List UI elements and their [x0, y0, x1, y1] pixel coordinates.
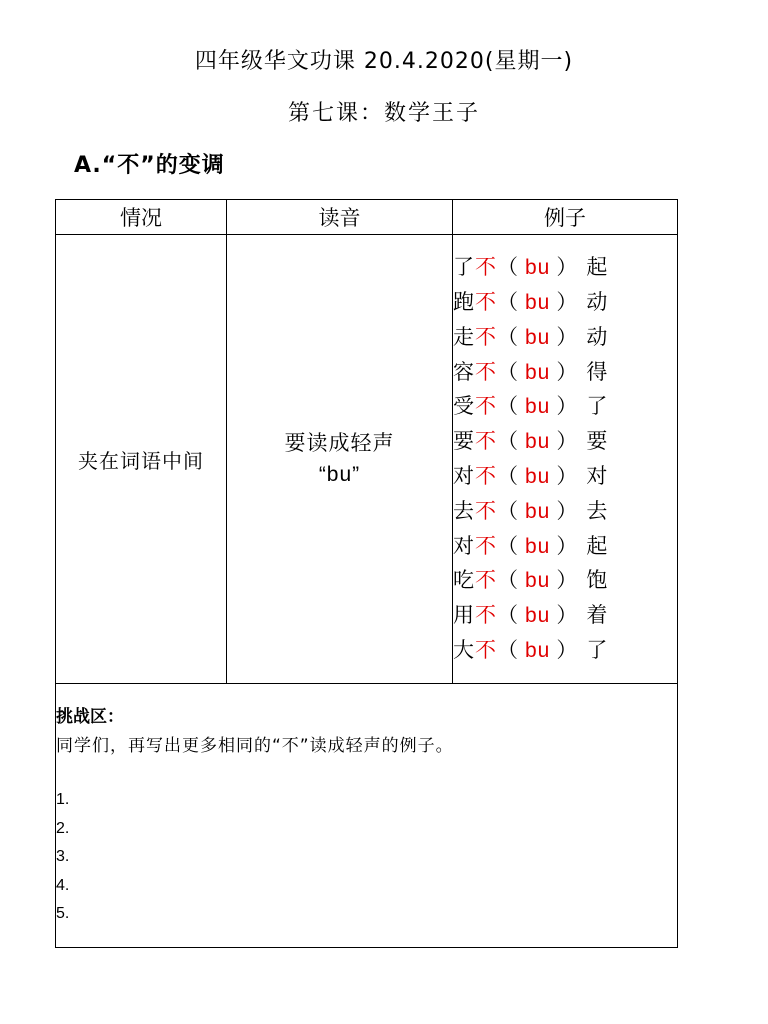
example-last-char: 动: [586, 324, 609, 349]
example-last-char: 了: [586, 394, 609, 419]
example-close-paren: ）: [556, 637, 579, 662]
example-open-paren: （: [497, 359, 519, 384]
examples-cell: [453, 235, 678, 684]
example-first-char: 容: [453, 359, 475, 384]
example-close-paren: ）: [556, 464, 579, 488]
answer-line[interactable]: 4.: [56, 876, 70, 894]
example-open-paren: （: [497, 429, 519, 454]
example-open-paren: （: [497, 533, 519, 558]
example-first-char: 大: [453, 637, 475, 662]
challenge-title: 挑战区：: [56, 707, 124, 728]
example-item: [453, 355, 677, 390]
challenge-row: [56, 684, 678, 948]
example-close-paren: ）: [556, 429, 579, 454]
example-bu-char: 不: [475, 533, 497, 558]
example-item: [453, 389, 677, 424]
example-item: [453, 424, 677, 459]
example-first-char: 了: [453, 255, 475, 280]
example-close-paren: ）: [556, 533, 579, 558]
example-open-paren: （: [497, 255, 519, 280]
example-bu-char: 不: [475, 464, 497, 488]
lesson-title: 第七课：数学王子: [287, 101, 480, 126]
reading-line-2: “bu”: [318, 463, 361, 486]
examples-list: [453, 250, 677, 668]
answer-line[interactable]: 1.: [56, 791, 70, 809]
example-bu-char: 不: [475, 637, 497, 662]
example-bu-char: 不: [475, 429, 497, 454]
challenge-answer-list: [56, 786, 677, 929]
example-close-paren: ）: [556, 290, 579, 315]
table-header-row: [56, 200, 678, 235]
example-item: [453, 494, 677, 529]
example-first-char: 跑: [453, 290, 475, 315]
example-item: [453, 563, 677, 598]
example-item: [453, 250, 677, 285]
tone-change-table: [55, 199, 678, 948]
example-close-paren: ）: [556, 359, 579, 384]
header-situation: 情况: [56, 200, 227, 235]
example-item: [453, 529, 677, 564]
challenge-area: [56, 684, 678, 948]
example-last-char: 得: [586, 359, 609, 384]
example-pinyin: bu: [525, 569, 551, 593]
example-last-char: 着: [586, 603, 609, 628]
example-bu-char: 不: [475, 324, 497, 349]
example-last-char: 起: [586, 255, 609, 280]
example-pinyin: bu: [525, 360, 551, 384]
answer-line[interactable]: 5.: [56, 905, 70, 923]
example-bu-char: 不: [475, 290, 497, 315]
example-bu-char: 不: [475, 498, 497, 523]
section-heading: A.“不”的变调: [74, 153, 225, 178]
example-bu-char: 不: [475, 359, 497, 384]
example-close-paren: ）: [556, 603, 579, 628]
example-close-paren: ）: [556, 394, 579, 419]
example-pinyin: bu: [525, 256, 551, 280]
example-open-paren: （: [497, 637, 519, 662]
challenge-instruction: 同学们，再写出更多相同的“不”读成轻声的例子。: [56, 736, 454, 757]
example-pinyin: bu: [525, 430, 551, 454]
example-last-char: 去: [586, 498, 609, 523]
situation-cell: 夹在词语中间: [56, 235, 227, 684]
example-last-char: 对: [586, 464, 609, 488]
answer-line[interactable]: 2.: [56, 819, 70, 837]
example-item: [453, 459, 677, 494]
table-row: [56, 235, 678, 684]
example-pinyin: bu: [525, 465, 551, 488]
example-first-char: 对: [453, 464, 475, 488]
example-close-paren: ）: [556, 568, 579, 593]
example-close-paren: ）: [556, 498, 579, 523]
example-last-char: 要: [586, 429, 609, 454]
example-bu-char: 不: [475, 568, 497, 593]
example-pinyin: bu: [525, 291, 551, 315]
example-pinyin: bu: [525, 638, 551, 662]
example-last-char: 饱: [586, 568, 609, 593]
answer-line[interactable]: 3.: [56, 848, 70, 866]
example-last-char: 动: [586, 290, 609, 315]
example-last-char: 起: [586, 533, 609, 558]
example-pinyin: bu: [525, 534, 551, 558]
example-close-paren: ）: [556, 324, 579, 349]
example-item: [453, 285, 677, 320]
example-item: [453, 633, 677, 668]
example-open-paren: （: [497, 498, 519, 523]
example-open-paren: （: [497, 464, 519, 488]
header-reading: 读音: [227, 200, 453, 235]
reading-cell: [227, 235, 453, 684]
example-pinyin: bu: [525, 395, 551, 419]
example-pinyin: bu: [525, 325, 551, 349]
reading-line-1: 要读成轻声: [284, 431, 395, 455]
example-first-char: 受: [453, 394, 475, 419]
example-open-paren: （: [497, 603, 519, 628]
example-pinyin: bu: [525, 499, 551, 523]
example-first-char: 走: [453, 324, 475, 349]
example-close-paren: ）: [556, 255, 579, 280]
example-first-char: 要: [453, 429, 475, 454]
example-first-char: 对: [453, 533, 475, 558]
example-first-char: 去: [453, 498, 475, 523]
header-examples: 例子: [453, 200, 678, 235]
page-title: 四年级华文功课 20.4.2020(星期一): [194, 49, 574, 74]
example-item: [453, 598, 677, 633]
example-last-char: 了: [586, 637, 609, 662]
example-open-paren: （: [497, 568, 519, 593]
example-open-paren: （: [497, 290, 519, 315]
example-bu-char: 不: [475, 255, 497, 280]
example-bu-char: 不: [475, 603, 497, 628]
example-first-char: 用: [453, 603, 475, 628]
example-first-char: 吃: [453, 568, 475, 593]
example-item: [453, 320, 677, 355]
example-pinyin: bu: [525, 604, 551, 628]
example-open-paren: （: [497, 394, 519, 419]
example-open-paren: （: [497, 324, 519, 349]
example-bu-char: 不: [475, 394, 497, 419]
